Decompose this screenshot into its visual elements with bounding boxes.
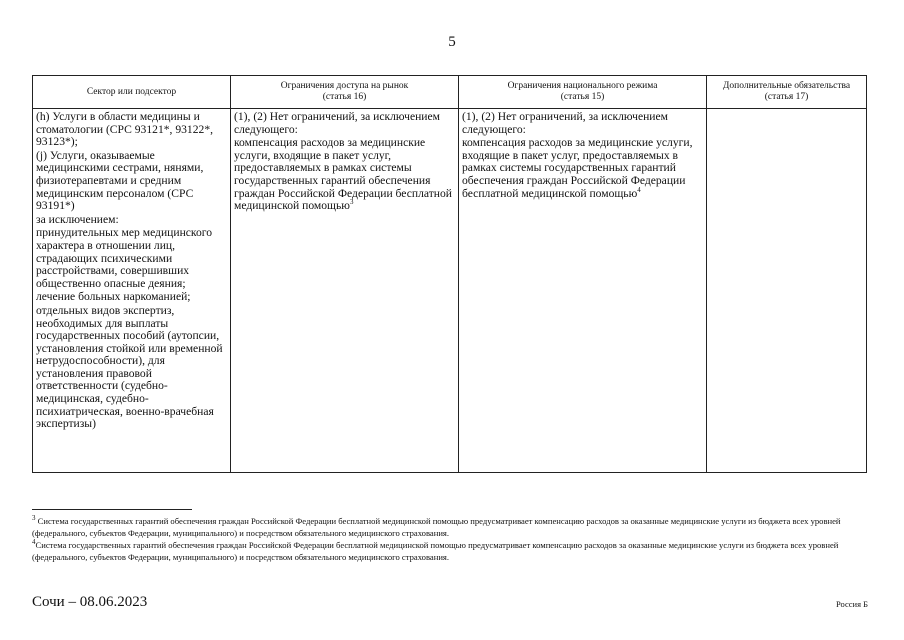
footnote-4-ref: 4	[32, 538, 36, 547]
sector-item-j: (j) Услуги, оказываемые медицинскими сестрами, нянями, физиотерапевтами и средним медицинским персоналом (СРС 93191*)	[36, 148, 204, 213]
national-treatment-text: компенсация расходов за медицинские услуги, входящие в пакет услуг, предоставляемых в рамках системы государственных гарантий обеспечения граждан Российской Федерации бесплатной медицинской помощью	[462, 136, 693, 200]
header-market-access-article: (статья 16)	[322, 92, 367, 102]
footnote-divider	[32, 509, 192, 510]
header-additional-commitments-title: Дополнительные обязательства	[722, 81, 851, 91]
footer-place-date: Сочи – 08.06.2023	[32, 594, 148, 610]
market-access-text: компенсация расходов за медицинские услуги, входящие в пакет услуг, предоставляемых в рамках системы государственных гарантий обеспечения граждан Российской Федерации бесплатной медицинской помощью	[234, 136, 452, 213]
table-row	[33, 109, 867, 473]
commitments-table	[32, 75, 867, 473]
footnote-3	[32, 515, 868, 539]
header-sector-title: Сектор или подсектор	[86, 86, 177, 97]
header-sector	[33, 76, 231, 109]
footnote-ref-4: 4	[637, 185, 641, 194]
footnote-4	[32, 539, 868, 563]
cell-additional-commitments	[707, 109, 867, 473]
sector-item-h: (h) Услуги в области медицины и стоматологии (СРС 93121*, 93122*, 93123*);	[36, 110, 214, 149]
footnote-3-ref: 3	[32, 514, 36, 523]
header-national-treatment-article: (статья 15)	[560, 92, 605, 102]
national-treatment-line-2	[462, 137, 703, 200]
footnote-3-text: Система государственных гарантий обеспечения граждан Российской Федерации бесплатной медицинской помощью предусматривает компенсацию расходов за оказанные медицинские услуги из бюджета всех уровней (федерального, субъектов Федерации, муниципального) и посредством обязательного медицинского страхования.	[32, 516, 841, 538]
page-number: 5	[448, 34, 456, 50]
table-header-row	[33, 76, 867, 109]
header-national-treatment-title: Ограничения национального режима	[507, 81, 658, 91]
cell-national-treatment	[459, 109, 707, 473]
footer-doc-code: Россия Б	[836, 599, 868, 609]
sector-exception-2: лечение больных наркоманией;	[36, 290, 191, 304]
market-access-line-1: (1), (2) Нет ограничений, за исключением следующего:	[234, 110, 440, 136]
footnote-4-text: Система государственных гарантий обеспечения граждан Российской Федерации бесплатной медицинской помощью предусматривает компенсацию расходов за оказанные медицинские услуги из бюджета всех уровней (федерального, субъектов Федерации, муниципального) и посредством обязательного медицинского страхования.	[32, 540, 839, 562]
header-additional-commitments	[707, 76, 867, 109]
sector-exceptions-label: за исключением:	[36, 212, 119, 226]
sector-exception-3: отдельных видов экспертиз, необходимых для выплаты государственных пособий (аутопсии, установления стойкой или временной нетрудоспособности), для установления правовой ответственности (судебно-медицинская, судебно-психиатрическая, военно-врачебная экспертизы)	[36, 303, 223, 431]
sector-exception-1: принудительных мер медицинского характера в отношении лиц, страдающих психическими расстройствами, совершивших общественно опасные деяния;	[36, 226, 213, 290]
header-market-access-title: Ограничения доступа на рынок	[280, 81, 409, 91]
national-treatment-line-1: (1), (2) Нет ограничений, за исключением следующего:	[462, 110, 668, 136]
cell-sector	[33, 109, 231, 473]
header-additional-commitments-article: (статья 17)	[764, 92, 809, 102]
cell-market-access	[231, 109, 459, 473]
header-national-treatment	[459, 76, 707, 109]
footnote-ref-3: 3	[349, 198, 354, 207]
market-access-line-2	[234, 137, 455, 213]
footnotes	[32, 515, 868, 563]
header-market-access	[231, 76, 459, 109]
